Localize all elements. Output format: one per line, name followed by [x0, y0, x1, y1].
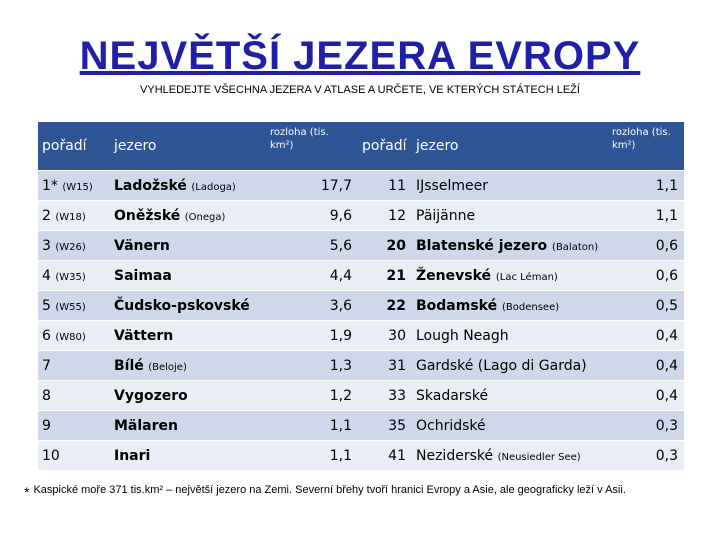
table-header-row — [38, 122, 684, 171]
rank-suffix: (W80) — [55, 331, 86, 343]
rank-cell — [38, 321, 110, 351]
lake-cell — [110, 441, 266, 471]
lake-name-2-suffix: (Bodensee) — [501, 301, 560, 313]
area-cell-2: 0,3 — [608, 411, 684, 441]
lakes-table — [38, 122, 684, 471]
table-row — [38, 171, 684, 201]
lake-name: Inari — [114, 447, 151, 464]
area-cell: 3,6 — [266, 291, 358, 321]
area-cell-2: 0,6 — [608, 261, 684, 291]
page-subtitle: VYHLEDEJTE VŠECHNA JEZERA V ATLASE A URČETE, VE KTERÝCH STÁTECH LEŽÍ — [140, 84, 580, 96]
lake-name-2: Skadarské — [416, 387, 489, 404]
rank-cell — [38, 201, 110, 231]
rank-cell — [38, 231, 110, 261]
area-cell: 9,6 — [266, 201, 358, 231]
header-lake-2: jezero — [412, 122, 608, 171]
header-rank: pořadí — [38, 122, 110, 171]
rank-cell — [38, 411, 110, 441]
area-cell: 5,6 — [266, 231, 358, 261]
rank-cell — [38, 351, 110, 381]
lake-name: Bílé — [114, 357, 144, 374]
rank-cell-2: 35 — [358, 411, 412, 441]
rank-cell-2: 12 — [358, 201, 412, 231]
rank-cell-2: 41 — [358, 441, 412, 471]
lake-cell — [110, 231, 266, 261]
lake-cell-2 — [412, 201, 608, 231]
rank-cell — [38, 261, 110, 291]
area-cell-2: 0,6 — [608, 231, 684, 261]
table-row — [38, 261, 684, 291]
rank-value: 3 — [42, 237, 51, 254]
lake-cell-2 — [412, 261, 608, 291]
rank-cell-2: 31 — [358, 351, 412, 381]
footnote — [24, 484, 714, 500]
rank-value: 4 — [42, 267, 51, 284]
lake-name: Saimaa — [114, 267, 172, 284]
lake-name: Čudsko-pskovské — [114, 297, 250, 314]
lake-name-suffix: (Onega) — [184, 211, 226, 223]
footnote-star: * — [24, 484, 30, 500]
lake-cell — [110, 351, 266, 381]
rank-value: 2 — [42, 207, 51, 224]
lake-name-2: Gardské (Lago di Garda) — [416, 357, 587, 374]
area-cell-2: 0,3 — [608, 441, 684, 471]
rank-cell-2: 22 — [358, 291, 412, 321]
rank-cell — [38, 171, 110, 201]
lake-name: Vättern — [114, 327, 174, 344]
area-cell: 1,1 — [266, 411, 358, 441]
lake-cell-2 — [412, 171, 608, 201]
page-title: NEJVĚTŠÍ JEZERA EVROPY — [79, 34, 641, 78]
table-row — [38, 231, 684, 261]
lake-cell — [110, 381, 266, 411]
table-row — [38, 411, 684, 441]
table-row — [38, 201, 684, 231]
area-cell-2: 0,4 — [608, 381, 684, 411]
header-rank-2: pořadí — [358, 122, 412, 171]
lake-name-2: Bodamské — [416, 297, 498, 314]
lake-name-2: Neziderské — [416, 447, 494, 464]
lake-name-2: Lough Neagh — [416, 327, 509, 344]
lake-cell — [110, 321, 266, 351]
rank-suffix: (W55) — [55, 301, 86, 313]
lake-name-2: Päijänne — [416, 207, 476, 224]
area-cell-2: 0,4 — [608, 351, 684, 381]
area-cell: 4,4 — [266, 261, 358, 291]
lake-name: Ladožské — [114, 177, 187, 194]
lake-name-2: Ochridské — [416, 417, 486, 434]
rank-suffix: (W15) — [62, 181, 93, 193]
lake-name-2: Ženevské — [416, 267, 491, 284]
rank-value: 8 — [42, 387, 51, 404]
rank-cell — [38, 381, 110, 411]
table-row — [38, 381, 684, 411]
rank-value: 5 — [42, 297, 51, 314]
rank-value: 1* — [42, 177, 58, 194]
table-row — [38, 291, 684, 321]
lake-name-suffix: (Beloje) — [148, 361, 187, 373]
lake-cell-2 — [412, 231, 608, 261]
lake-name-2: Blatenské jezero — [416, 237, 548, 254]
rank-cell — [38, 441, 110, 471]
rank-suffix: (W35) — [55, 271, 86, 283]
lake-cell-2 — [412, 291, 608, 321]
rank-cell-2: 30 — [358, 321, 412, 351]
lake-cell-2 — [412, 321, 608, 351]
area-cell-2: 0,4 — [608, 321, 684, 351]
lake-cell-2 — [412, 381, 608, 411]
area-cell: 17,7 — [266, 171, 358, 201]
lake-name-suffix: (Ladoga) — [191, 181, 236, 193]
rank-cell-2: 33 — [358, 381, 412, 411]
lake-name-2: IJsselmeer — [416, 177, 488, 194]
lake-name-2-suffix: (Lac Léman) — [495, 271, 558, 283]
lake-cell-2 — [412, 411, 608, 441]
area-cell: 1,2 — [266, 381, 358, 411]
rank-cell — [38, 291, 110, 321]
table-row — [38, 321, 684, 351]
lake-name: Vänern — [114, 237, 170, 254]
lake-name: Mälaren — [114, 417, 178, 434]
rank-value: 9 — [42, 417, 51, 434]
rank-suffix: (W18) — [55, 211, 86, 223]
table-row — [38, 441, 684, 471]
rank-cell-2: 20 — [358, 231, 412, 261]
area-cell-2: 1,1 — [608, 171, 684, 201]
header-area: rozloha (tis. km²) — [266, 122, 358, 171]
rank-cell-2: 11 — [358, 171, 412, 201]
lake-name: Vygozero — [114, 387, 188, 404]
lake-cell-2 — [412, 441, 608, 471]
area-cell: 1,9 — [266, 321, 358, 351]
lake-name-2-suffix: (Balaton) — [552, 241, 599, 253]
lake-cell-2 — [412, 351, 608, 381]
lake-cell — [110, 291, 266, 321]
lake-cell — [110, 201, 266, 231]
lake-cell — [110, 171, 266, 201]
header-area-2: rozloha (tis. km²) — [608, 122, 684, 171]
area-cell-2: 0,5 — [608, 291, 684, 321]
lake-name-2-suffix: (Neusiedler See) — [497, 451, 581, 463]
header-lake: jezero — [110, 122, 266, 171]
area-cell: 1,1 — [266, 441, 358, 471]
lake-cell — [110, 411, 266, 441]
rank-value: 7 — [42, 357, 51, 374]
rank-value: 10 — [42, 447, 60, 464]
table-row — [38, 351, 684, 381]
area-cell-2: 1,1 — [608, 201, 684, 231]
lake-name: Oněžské — [114, 207, 181, 224]
rank-value: 6 — [42, 327, 51, 344]
rank-cell-2: 21 — [358, 261, 412, 291]
rank-suffix: (W26) — [55, 241, 86, 253]
lake-cell — [110, 261, 266, 291]
area-cell: 1,3 — [266, 351, 358, 381]
footnote-text: Kaspické moře 371 tis.km² – největší jezero na Zemi. Severní břehy tvoří hranici Evropy a Asie, ale geograficky leží v Asii. — [33, 484, 626, 496]
